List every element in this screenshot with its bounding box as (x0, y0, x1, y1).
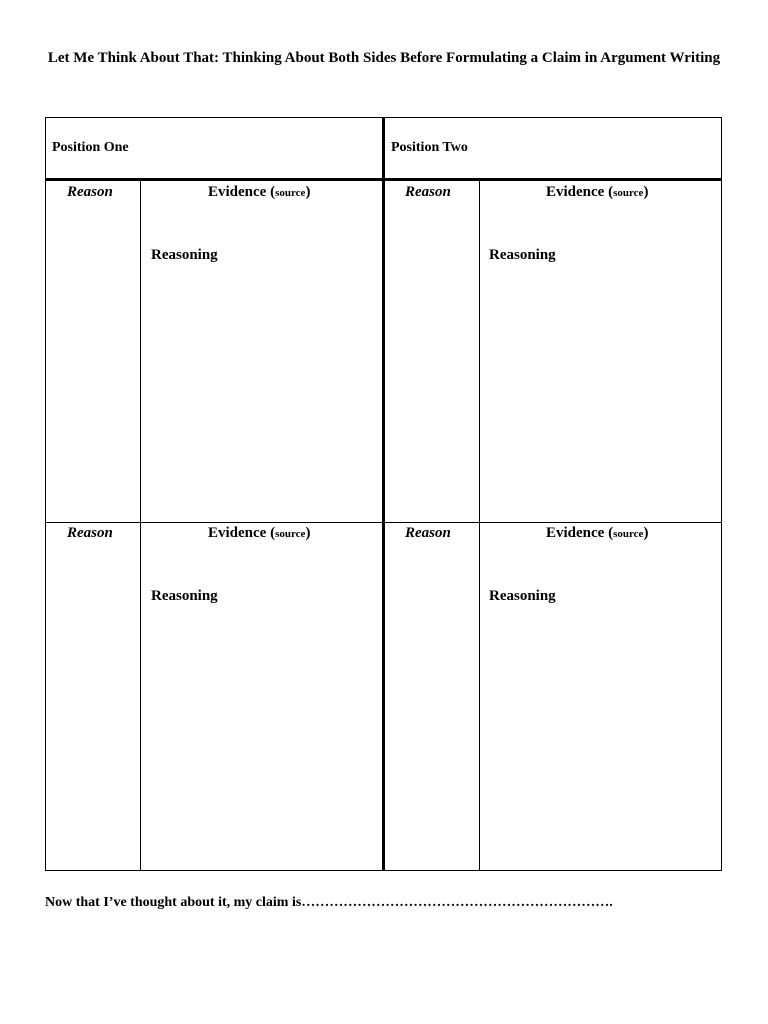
reason-divider-right (479, 181, 480, 871)
claim-prompt: Now that I’ve thought about it, my claim is…………………………………………………………. (45, 895, 613, 910)
reason-label: Reason (67, 525, 113, 541)
evidence-label: Evidence (source) (546, 525, 649, 541)
row-divider (45, 522, 722, 523)
reason-divider-left (140, 181, 141, 871)
worksheet-title: Let Me Think About That: Thinking About Both Sides Before Formulating a Claim in Argument Writing (47, 50, 721, 66)
header-divider (45, 178, 722, 181)
reasoning-label: Reasoning (489, 247, 556, 263)
reason-label: Reason (67, 184, 113, 200)
reasoning-label: Reasoning (151, 247, 218, 263)
evidence-label: Evidence (source) (208, 184, 311, 200)
reason-label: Reason (405, 184, 451, 200)
position-one-label: Position One (52, 140, 129, 155)
position-two-label: Position Two (391, 140, 468, 155)
evidence-label: Evidence (source) (546, 184, 649, 200)
center-divider (382, 117, 385, 871)
reasoning-label: Reasoning (151, 588, 218, 604)
evidence-label: Evidence (source) (208, 525, 311, 541)
reason-label: Reason (405, 525, 451, 541)
reasoning-label: Reasoning (489, 588, 556, 604)
